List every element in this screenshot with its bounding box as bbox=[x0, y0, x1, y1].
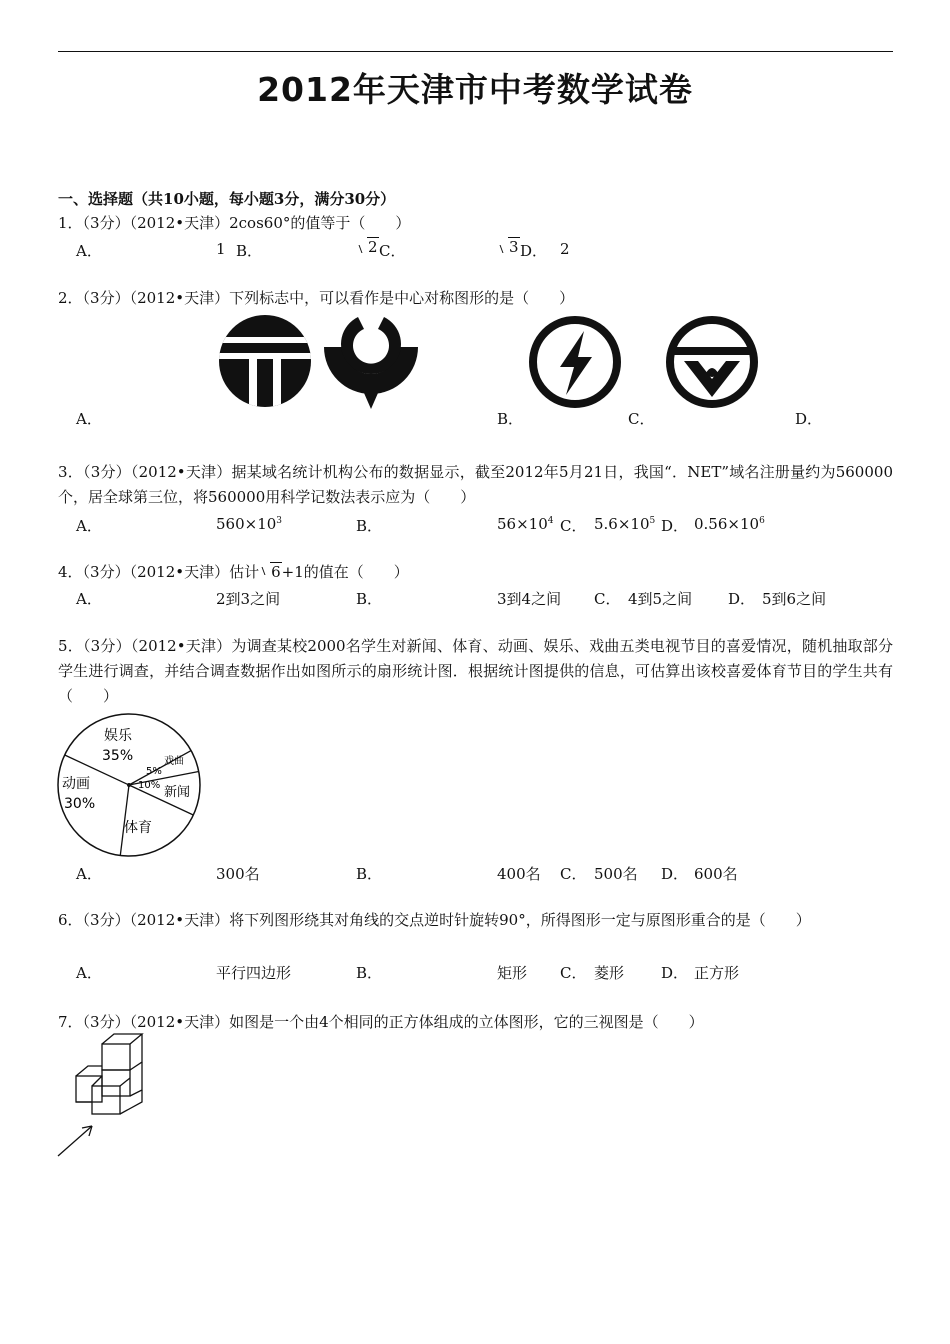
q3-option-b-value bbox=[497, 515, 553, 533]
q4-radicand: 6 bbox=[271, 563, 281, 581]
label-anim-pct: 30% bbox=[64, 796, 96, 812]
q2-option-a-label: A． bbox=[76, 410, 102, 428]
q3-b-base: 56×10 bbox=[497, 515, 548, 533]
page-title: 2012年天津市中考数学试卷 bbox=[257, 70, 693, 109]
q4-option-c-label: C． bbox=[594, 590, 621, 608]
q2-option-c-label: C． bbox=[628, 410, 655, 428]
logo-b-image bbox=[318, 313, 424, 411]
q4-option-b-label: B． bbox=[356, 590, 383, 608]
q2-stem: 2．（3分）（2012•天津）下列标志中，可以看作是中心对称图形的是（ ） bbox=[58, 289, 575, 307]
q6-option-d-label: D． bbox=[661, 964, 689, 982]
q5-option-a-label: A． bbox=[76, 865, 102, 883]
q6-option-b-value: 矩形 bbox=[497, 964, 528, 982]
cube-solid-figure bbox=[56, 1032, 156, 1158]
header-rule bbox=[58, 51, 893, 52]
q5-option-a-value: 300名 bbox=[216, 865, 260, 883]
q7-stem: 7．（3分）（2012•天津）如图是一个由4个相同的正方体组成的立体图形，它的三视图是（ ） bbox=[58, 1013, 704, 1031]
q3-c-base: 5.6×10 bbox=[594, 515, 650, 533]
q1-option-c-value bbox=[497, 238, 520, 256]
q2-option-d-label: D． bbox=[795, 410, 823, 428]
label-sports: 体育 bbox=[124, 820, 152, 836]
q3-option-c-value bbox=[594, 515, 655, 533]
q6-option-c-label: C． bbox=[560, 964, 587, 982]
label-opera: 戏曲 bbox=[164, 756, 184, 767]
q4-option-a-value: 2到3之间 bbox=[216, 590, 281, 608]
q4-stem bbox=[58, 560, 409, 584]
q1-c-radicand: 3 bbox=[509, 238, 519, 256]
label-news-pct: 10% bbox=[138, 780, 161, 791]
q6-option-a-value: 平行四边形 bbox=[216, 964, 292, 982]
q5-option-d-label: D． bbox=[661, 865, 689, 883]
pie-center-dot bbox=[127, 783, 131, 787]
q5-option-b-label: B． bbox=[356, 865, 383, 883]
label-news: 新闻 bbox=[164, 785, 191, 800]
q3-a-base: 560×10 bbox=[216, 515, 277, 533]
q4-stem-pre: 4．（3分）（2012•天津）估计 bbox=[58, 563, 260, 581]
q6-stem: 6．（3分）（2012•天津）将下列图形绕其对角线的交点逆时针旋转90°，所得图形一定与原图形重合的是（ ） bbox=[58, 911, 811, 929]
q4-stem-post: +1的值在（ ） bbox=[281, 563, 409, 581]
q3-d-base: 0.56×10 bbox=[694, 515, 760, 533]
q3-c-exp: 5 bbox=[649, 516, 656, 526]
q1-option-d-label: D． bbox=[520, 242, 548, 260]
q4-option-a-label: A． bbox=[76, 590, 102, 608]
logo-c-lightning-icon bbox=[526, 313, 624, 411]
section-heading: 一、选择题（共10小题，每小题3分，满分30分） bbox=[58, 190, 396, 208]
q3-option-b-label: B． bbox=[356, 517, 383, 535]
label-anim: 动画 bbox=[62, 776, 90, 792]
q3-option-d-value bbox=[694, 515, 765, 533]
q3-option-a-value bbox=[216, 515, 282, 533]
label-opera-pct: 5% bbox=[146, 766, 162, 777]
q1-b-radicand: 2 bbox=[368, 238, 378, 256]
q3-option-a-label: A． bbox=[76, 517, 102, 535]
q6-option-a-label: A． bbox=[76, 964, 102, 982]
q5-option-d-value: 600名 bbox=[694, 865, 738, 883]
q1-stem: 1．（3分）（2012•天津）2cos60°的值等于（ ） bbox=[58, 214, 411, 232]
q1-option-a-label: A． bbox=[76, 242, 102, 260]
q6-option-b-label: B． bbox=[356, 964, 383, 982]
q1-option-b-value bbox=[356, 238, 379, 256]
q1-option-b-label: B． bbox=[236, 242, 263, 260]
q1-option-d-value: 2 bbox=[560, 240, 570, 258]
label-ent: 娱乐 bbox=[104, 728, 132, 744]
q4-option-d-label: D． bbox=[728, 590, 756, 608]
q4-option-b-value: 3到4之间 bbox=[497, 590, 562, 608]
q5-stem: 5．（3分）（2012•天津）为调查某校2000名学生对新闻、体育、动画、娱乐、戏曲五类电视节目的喜爱情况，随机抽取部分学生进行调查，并结合调查数据作出如图所示的扇形统计图．根据统计图提供的信息，可估算出该校喜爱体育节目的学生共有（ ） bbox=[58, 637, 893, 705]
q3-d-exp: 6 bbox=[759, 516, 765, 526]
q5-option-c-label: C． bbox=[560, 865, 587, 883]
label-ent-pct: 35% bbox=[102, 748, 134, 764]
logo-d-image bbox=[662, 313, 762, 411]
q6-option-d-value: 正方形 bbox=[694, 964, 740, 982]
logo-a-image bbox=[215, 313, 315, 409]
q5-option-b-value: 400名 bbox=[497, 865, 541, 883]
pie-chart bbox=[56, 712, 204, 858]
q2-option-b-label: B． bbox=[497, 410, 524, 428]
q3-stem: 3．（3分）（2012•天津）据某域名统计机构公布的数据显示，截至2012年5月21日，我国“．NET”域名注册量约为560000个，居全球第三位，将560000用科学记数法表示应为（ ） bbox=[58, 463, 893, 506]
q3-b-exp: 4 bbox=[547, 516, 554, 526]
q6-option-c-value: 菱形 bbox=[594, 964, 625, 982]
q3-option-c-label: C． bbox=[560, 517, 587, 535]
q4-option-c-value: 4到5之间 bbox=[628, 590, 693, 608]
q1-option-a-value: 1 bbox=[216, 240, 226, 258]
q3-option-d-label: D． bbox=[661, 517, 689, 535]
q4-option-d-value: 5到6之间 bbox=[762, 590, 827, 608]
q3-a-exp: 3 bbox=[276, 516, 283, 526]
q5-option-c-value: 500名 bbox=[594, 865, 638, 883]
q1-option-c-label: C． bbox=[379, 242, 406, 260]
